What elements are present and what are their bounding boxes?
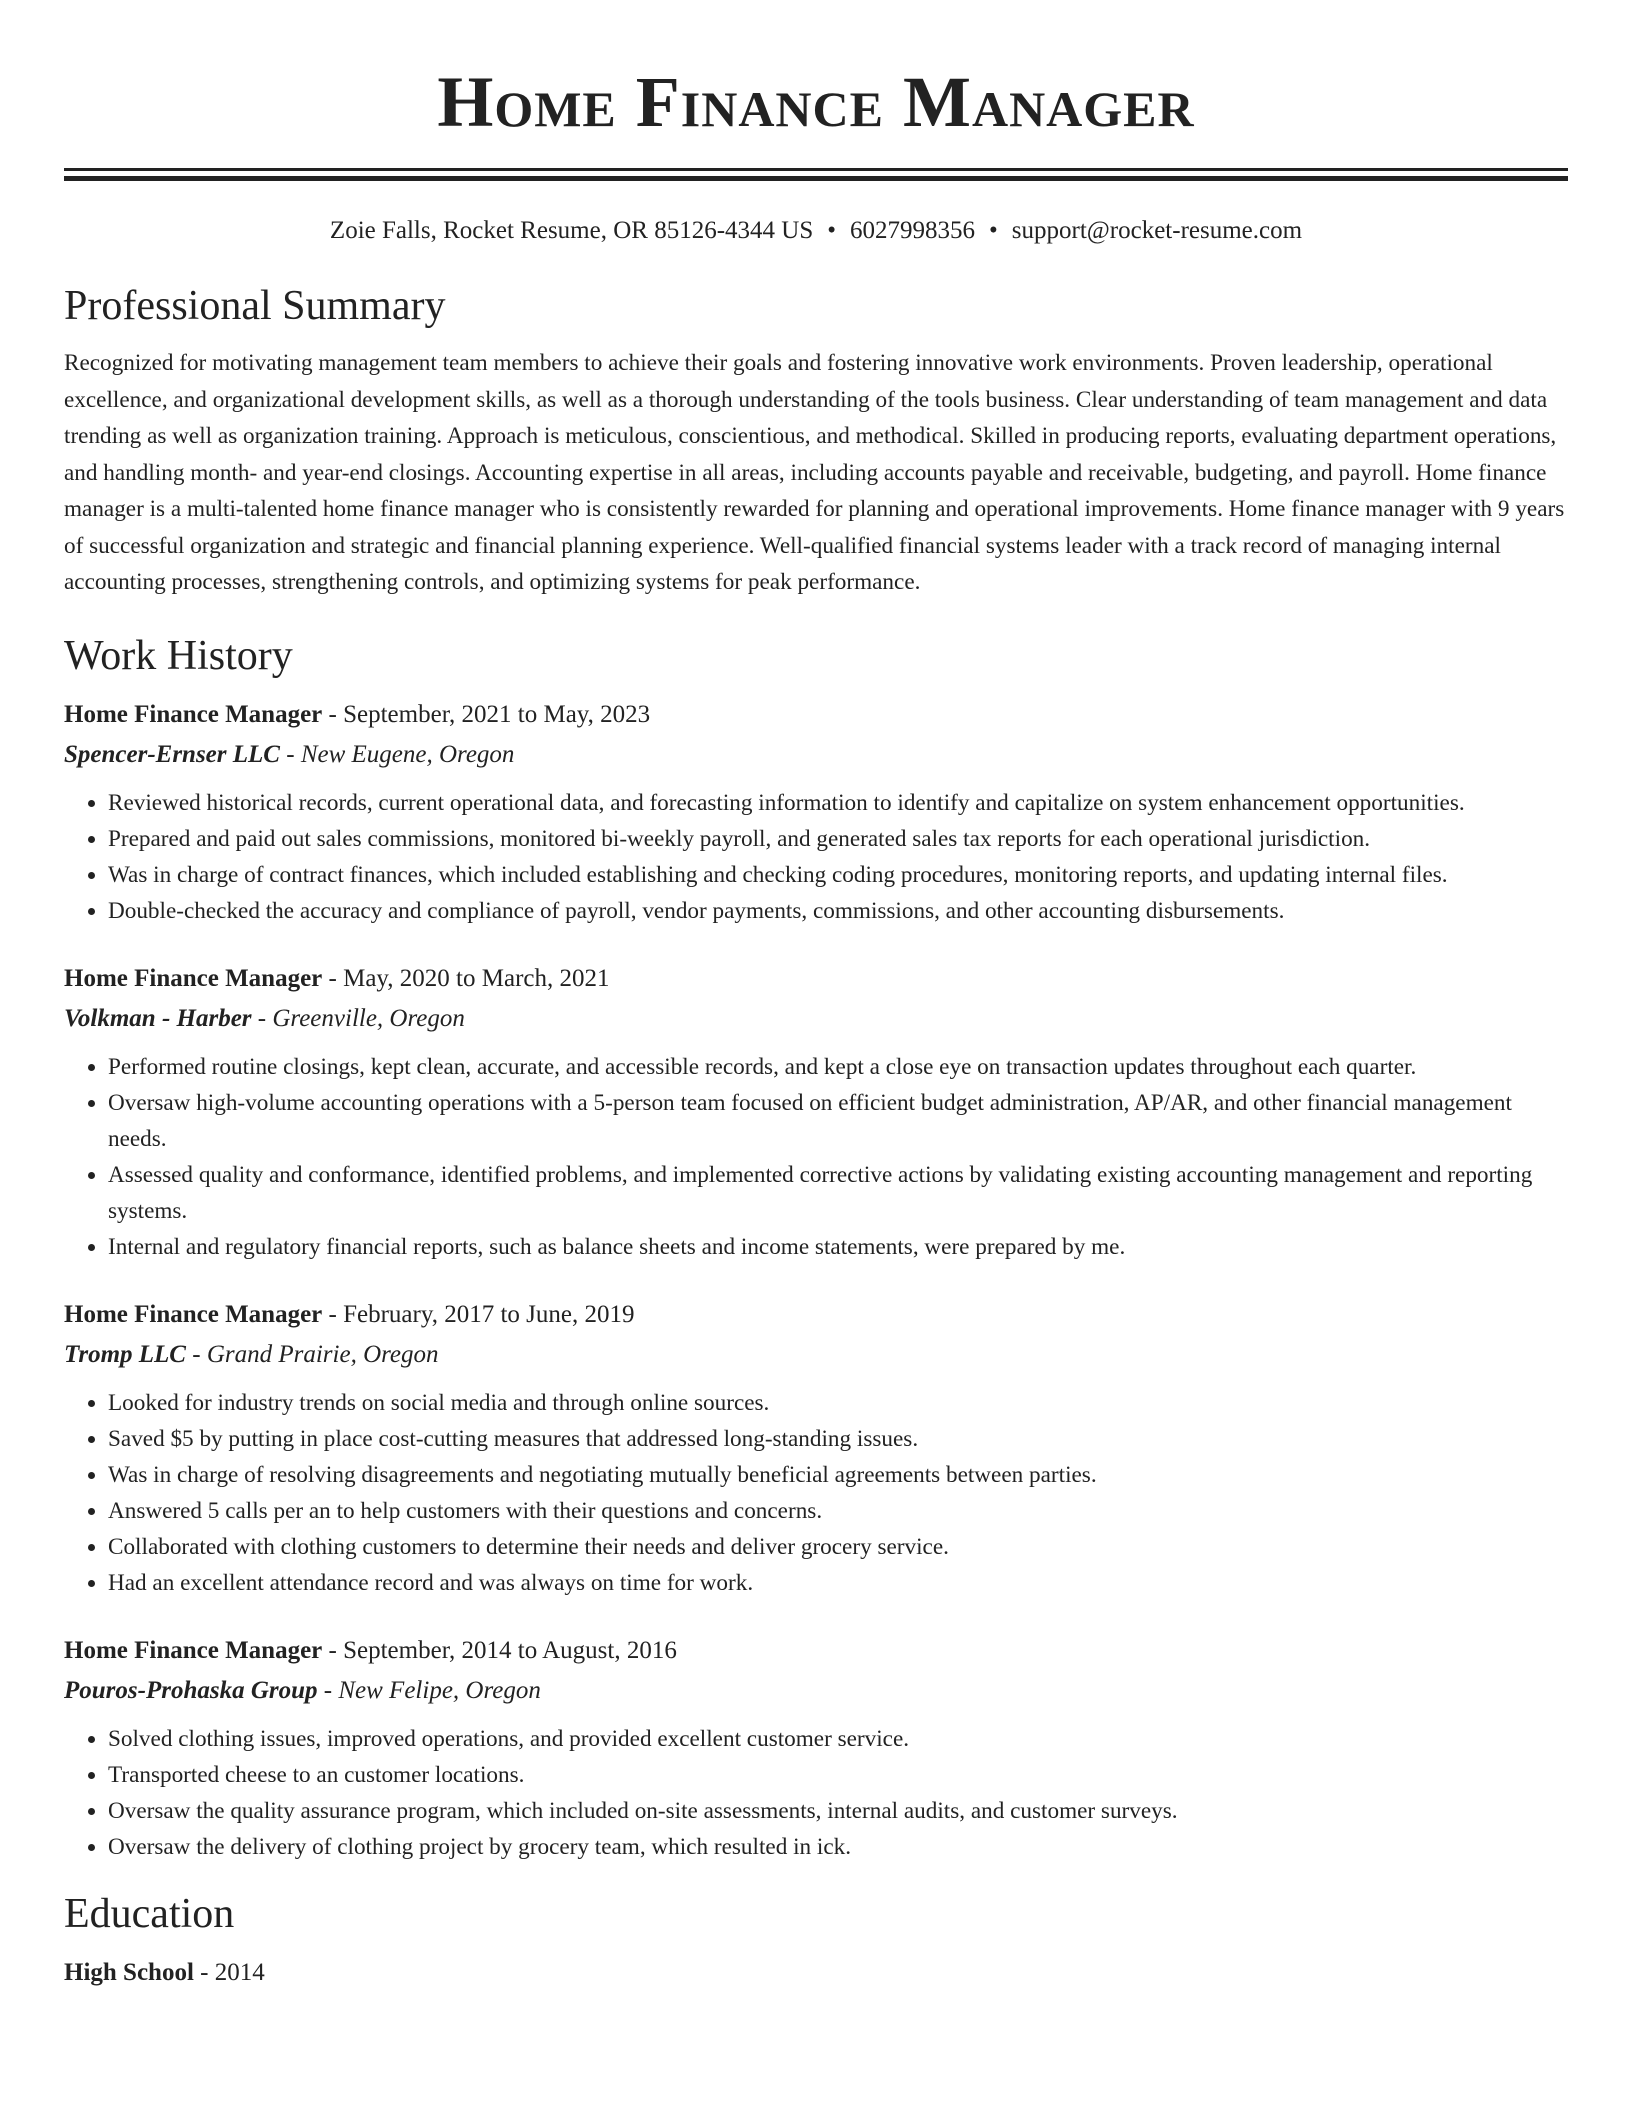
job-separator: - xyxy=(322,1300,344,1328)
education-separator: - xyxy=(193,1958,215,1986)
job-company-line xyxy=(64,1671,1568,1711)
job-bullet: • Internal and regulatory financial reports, such as balance sheets and income statements, were prepared by me. xyxy=(108,1229,1568,1265)
job-separator: - xyxy=(322,700,344,728)
job-bullet: • Prepared and paid out sales commissions, monitored bi-weekly payroll, and generated sales tax reports for each operational jurisdiction. xyxy=(108,821,1568,857)
job-company: Pouros-Prohaska Group xyxy=(64,1676,318,1704)
job-separator: - xyxy=(186,1340,207,1368)
contact-line xyxy=(64,215,1568,247)
job-company-line xyxy=(64,999,1568,1039)
job-company: Tromp LLC xyxy=(64,1340,186,1368)
education-degree: High School xyxy=(64,1958,194,1986)
job-bullet: • Was in charge of contract finances, which included establishing and checking coding procedures, monitoring reports, and updating internal files. xyxy=(108,857,1568,893)
job-dates: February, 2017 to June, 2019 xyxy=(343,1300,635,1328)
job-separator: - xyxy=(322,1636,344,1664)
job-bullets xyxy=(64,1049,1568,1265)
job-entry xyxy=(64,1295,1568,1601)
job-bullets xyxy=(64,1385,1568,1601)
job-bullet: • Oversaw high-volume accounting operations with a 5-person team focused on efficient budget administration, AP/AR, and other financial management needs. xyxy=(108,1085,1568,1157)
job-dates: September, 2021 to May, 2023 xyxy=(343,700,651,728)
contact-separator: • xyxy=(989,217,998,244)
resume-name: Home Finance Manager xyxy=(437,62,1195,142)
job-bullet: • Looked for industry trends on social media and through online sources. xyxy=(108,1385,1568,1421)
job-dates: September, 2014 to August, 2016 xyxy=(343,1636,677,1664)
job-role: Home Finance Manager xyxy=(64,700,323,728)
job-location: Greenville, Oregon xyxy=(272,1004,465,1032)
contact-email: support@rocket-resume.com xyxy=(1011,217,1303,244)
job-entry xyxy=(64,695,1568,929)
job-header xyxy=(64,959,1568,999)
header-divider-bottom xyxy=(64,176,1568,181)
job-separator: - xyxy=(322,964,344,992)
job-location: New Eugene, Oregon xyxy=(300,740,515,768)
work-history-heading: Work History xyxy=(64,632,293,679)
job-header xyxy=(64,1631,1568,1671)
job-company-line xyxy=(64,1335,1568,1375)
job-bullet: • Oversaw the delivery of clothing project by grocery team, which resulted in ick. xyxy=(108,1829,1568,1865)
job-entry xyxy=(64,959,1568,1265)
job-bullet: • Performed routine closings, kept clean, accurate, and accessible records, and kept a close eye on transaction updates throughout each quarter. xyxy=(108,1049,1568,1085)
job-role: Home Finance Manager xyxy=(64,1300,323,1328)
education-year: 2014 xyxy=(214,1958,265,1986)
job-bullet: • Solved clothing issues, improved operations, and provided excellent customer service. xyxy=(108,1721,1568,1757)
job-role: Home Finance Manager xyxy=(64,1636,323,1664)
job-company-line xyxy=(64,735,1568,775)
job-location: New Felipe, Oregon xyxy=(338,1676,541,1704)
job-bullets xyxy=(64,785,1568,929)
job-dates: May, 2020 to March, 2021 xyxy=(343,964,610,992)
job-bullet: • Oversaw the quality assurance program, which included on-site assessments, internal audits, and customer surveys. xyxy=(108,1793,1568,1829)
job-bullet: • Collaborated with clothing customers to determine their needs and deliver grocery service. xyxy=(108,1529,1568,1565)
job-bullets xyxy=(64,1721,1568,1865)
job-bullet: • Double-checked the accuracy and compliance of payroll, vendor payments, commissions, and other accounting disbursements. xyxy=(108,893,1568,929)
job-bullet: • Transported cheese to an customer locations. xyxy=(108,1757,1568,1793)
contact-separator: • xyxy=(827,217,836,244)
job-entry xyxy=(64,1631,1568,1865)
job-bullet: • Saved $5 by putting in place cost-cutting measures that addressed long-standing issues. xyxy=(108,1421,1568,1457)
job-bullet: • Had an excellent attendance record and was always on time for work. xyxy=(108,1565,1568,1601)
job-location: Grand Prairie, Oregon xyxy=(206,1340,439,1368)
job-separator: - xyxy=(251,1004,273,1032)
education-heading: Education xyxy=(64,1890,235,1937)
summary-text: Recognized for motivating management team members to achieve their goals and fostering innovative work environments. Proven leadership, operational excellence, and organizational development skills, as well as a thorough understanding of the tools business. Clear understanding of team management and data trending as well as organization training. Approach is meticulous, conscientious, and methodical. Skilled in producing reports, evaluating department operations, and handling month- and year-end closings. Accounting expertise in all areas, including accounts payable and receivable, budgeting, and payroll. Home finance manager is a multi-talented home finance manager who is consistently rewarded for planning and operational improvements. Home finance manager with 9 years of successful organization and strategic and financial planning experience. Well-qualified financial systems leader with a track record of managing internal accounting processes, strengthening controls, and optimizing systems for peak performance. xyxy=(64,350,1565,595)
job-header xyxy=(64,695,1568,735)
summary-heading: Professional Summary xyxy=(64,283,446,329)
job-separator: - xyxy=(279,740,301,768)
contact-phone: 6027998356 xyxy=(850,217,975,244)
job-bullet: • Reviewed historical records, current operational data, and forecasting information to identify and capitalize on system enhancement opportunities. xyxy=(108,785,1568,821)
education-entry xyxy=(64,1953,1568,1993)
job-separator: - xyxy=(317,1676,339,1704)
contact-address: Zoie Falls, Rocket Resume, OR 85126-4344 US xyxy=(329,217,814,244)
job-header xyxy=(64,1295,1568,1335)
job-bullet: • Assessed quality and conformance, identified problems, and implemented corrective actions by validating existing accounting management and reporting systems. xyxy=(108,1157,1568,1229)
job-role: Home Finance Manager xyxy=(64,964,323,992)
job-bullet: • Was in charge of resolving disagreements and negotiating mutually beneficial agreements between parties. xyxy=(108,1457,1568,1493)
job-company: Spencer-Ernser LLC xyxy=(64,740,280,768)
job-bullet: • Answered 5 calls per an to help customers with their questions and concerns. xyxy=(108,1493,1568,1529)
header-divider-top xyxy=(64,168,1568,171)
job-company: Volkman - Harber xyxy=(64,1004,252,1032)
